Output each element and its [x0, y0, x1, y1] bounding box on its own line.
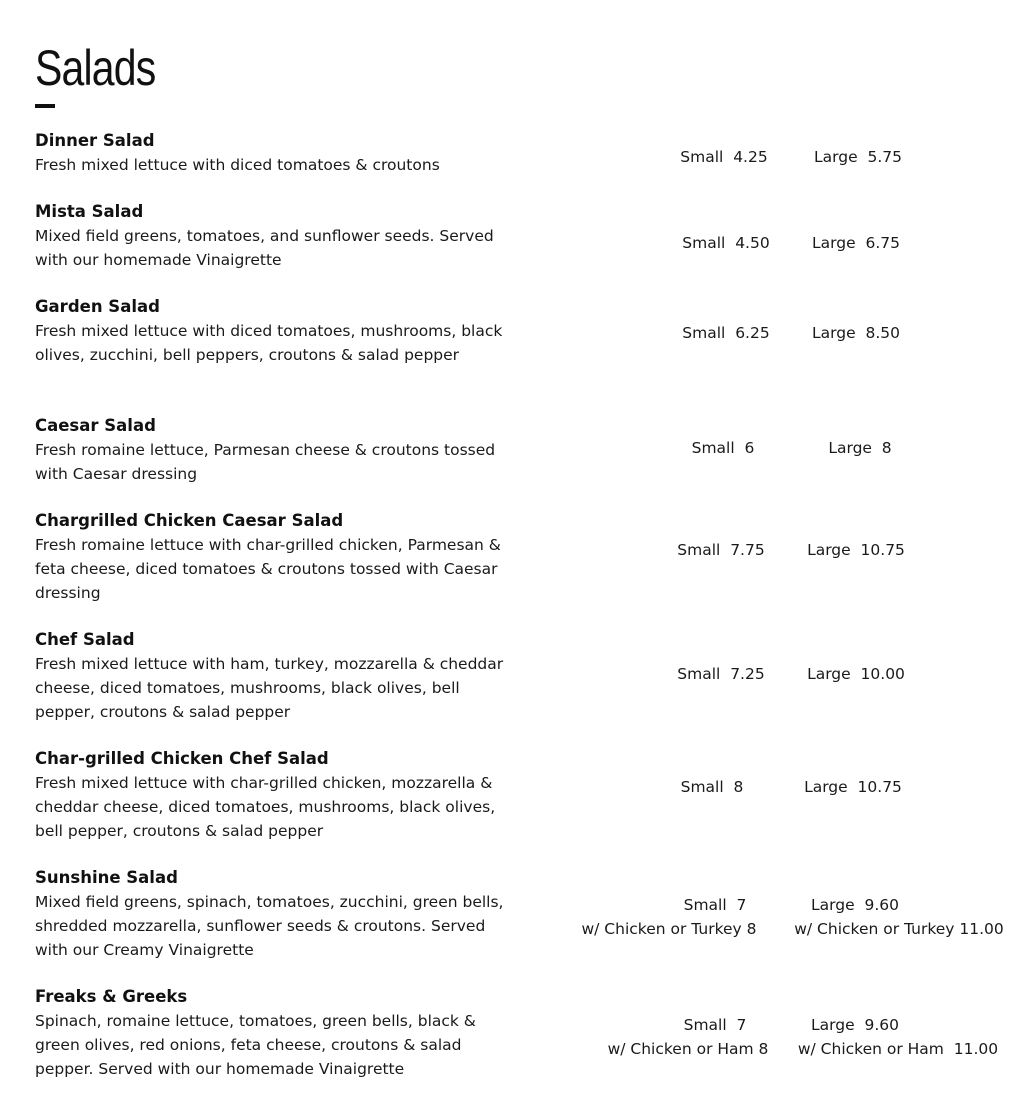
- menu-item: [35, 414, 1025, 486]
- item-description: Spinach, romaine lettuce, tomatoes, green bells, black & green olives, red onions, feta cheese, croutons & salad pepper. Served with our homemade Vinaigrette: [35, 1012, 476, 1078]
- item-name: Mista Salad: [35, 202, 144, 221]
- menu-item: [35, 509, 1025, 605]
- item-name: Char-grilled Chicken Chef Salad: [35, 749, 329, 768]
- price-small: Small 7.75: [677, 541, 765, 559]
- price-large: Large 8.50: [812, 324, 900, 342]
- menu-item: [35, 200, 1025, 272]
- item-name: Freaks & Greeks: [35, 987, 188, 1006]
- menu-item: [35, 747, 1025, 843]
- price-large-extra: w/ Chicken or Turkey 11.00: [794, 920, 1004, 938]
- price-small: Small 6.25: [682, 324, 770, 342]
- menu-item: [35, 628, 1025, 724]
- item-description: Fresh romaine lettuce, Parmesan cheese & croutons tossed with Caesar dressing: [35, 441, 496, 483]
- price-large-extra: w/ Chicken or Ham 11.00: [797, 1040, 999, 1058]
- item-name: Chef Salad: [35, 630, 135, 649]
- item-name: Dinner Salad: [35, 131, 155, 150]
- price-large: Large 10.00: [807, 665, 905, 683]
- item-name: Sunshine Salad: [35, 868, 178, 887]
- price-small: Small 6: [691, 439, 755, 457]
- item-description: Fresh mixed lettuce with diced tomatoes & croutons: [35, 156, 440, 174]
- price-large: Large 5.75: [814, 148, 902, 166]
- section-title: Salads: [35, 40, 156, 96]
- price-small: Small 7: [683, 896, 747, 914]
- item-name: Garden Salad: [35, 297, 160, 316]
- item-description: Fresh mixed lettuce with ham, turkey, mozzarella & cheddar cheese, diced tomatoes, mushrooms, black olives, bell pepper, croutons & salad pepper: [35, 655, 504, 721]
- item-description: Fresh mixed lettuce with char-grilled chicken, mozzarella & cheddar cheese, diced tomatoes, mushrooms, black olives, bell pepper, croutons & salad pepper: [35, 774, 496, 840]
- price-small: Small 7.25: [677, 665, 765, 683]
- price-large: Large 6.75: [812, 234, 900, 252]
- price-small: Small 7: [683, 1016, 747, 1034]
- item-description: Mixed field greens, spinach, tomatoes, zucchini, green bells, shredded mozzarella, sunflower seeds & croutons. Served with our Creamy Vinaigrette: [35, 893, 504, 959]
- price-large: Large 9.60: [811, 1016, 899, 1034]
- price-small-extra: w/ Chicken or Ham 8: [607, 1040, 769, 1058]
- item-name: Caesar Salad: [35, 416, 156, 435]
- menu-item: [35, 129, 1025, 177]
- price-small: Small 4.50: [682, 234, 770, 252]
- item-description: Fresh romaine lettuce with char-grilled chicken, Parmesan & feta cheese, diced tomatoes & croutons tossed with Caesar dressing: [35, 536, 501, 602]
- menu-item: [35, 295, 1025, 367]
- item-description: Fresh mixed lettuce with diced tomatoes, mushrooms, black olives, zucchini, bell peppers, croutons & salad pepper: [35, 322, 503, 364]
- item-name: Chargrilled Chicken Caesar Salad: [35, 511, 344, 530]
- item-description: Mixed field greens, tomatoes, and sunflower seeds. Served with our homemade Vinaigrette: [35, 227, 494, 269]
- price-small-extra: w/ Chicken or Turkey 8: [581, 920, 757, 938]
- title-underline: [35, 104, 55, 108]
- price-large: Large 9.60: [811, 896, 899, 914]
- menu-item: [35, 866, 1025, 962]
- price-small: Small 4.25: [680, 148, 768, 166]
- price-large: Large 8: [828, 439, 892, 457]
- menu-item: [35, 985, 1025, 1081]
- price-large: Large 10.75: [807, 541, 905, 559]
- price-small: Small 8: [680, 778, 744, 796]
- price-large: Large 10.75: [804, 778, 902, 796]
